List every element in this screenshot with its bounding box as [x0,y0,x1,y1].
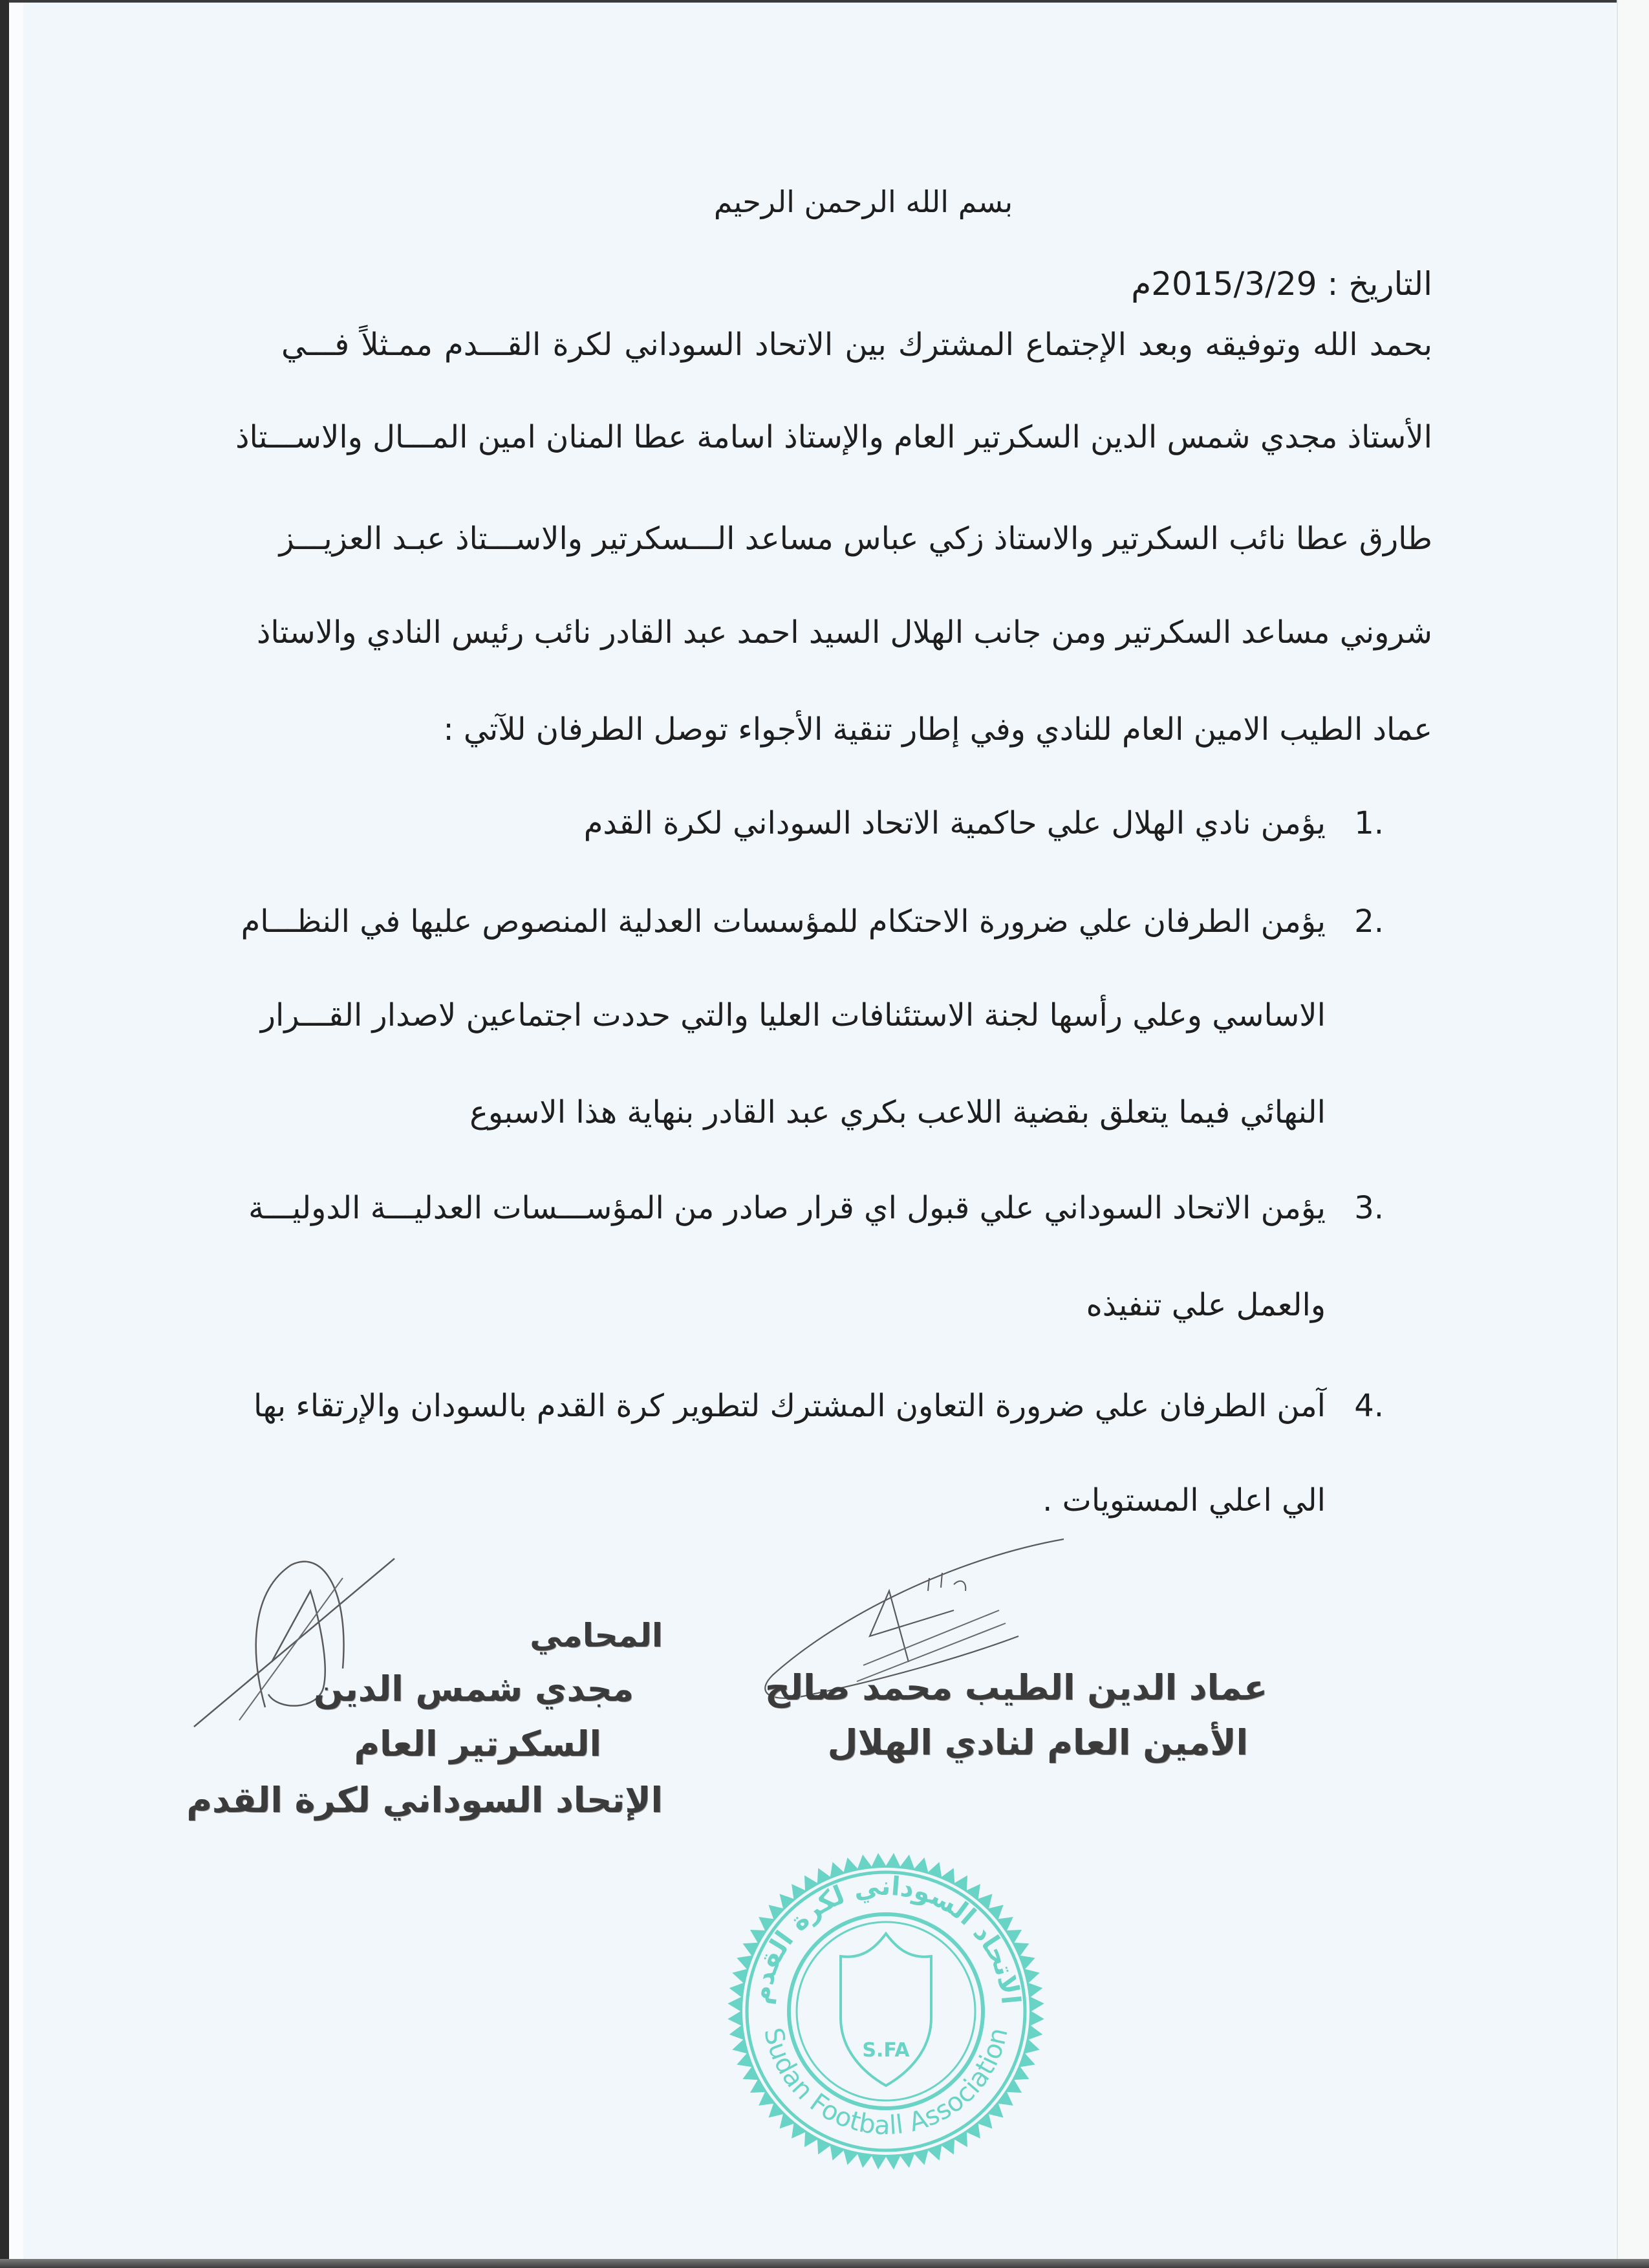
stamp-emblem-text: S.FA [862,2039,910,2062]
scan-frame-right [1617,0,1649,2268]
intro-line: بحمد الله وتوفيقه وبعد الإجتماع المشترك بين الاتحاد السوداني لكرة القـــدم ممـثلاً فـــي [281,327,1432,363]
list-item-text: يؤمن الطرفان علي ضرورة الاحتكام للمؤسسات العدلية المنصوص عليها في النظـــام [241,903,1326,940]
list-item-text: يؤمن نادي الهلال علي حاكمية الاتحاد السوداني لكرة القدم [583,805,1326,841]
list-item-text: يؤمن الاتحاد السوداني علي قبول اي قرار صادر من المؤســـسات العدليـــة الدوليـــة [248,1190,1326,1226]
signatory-left-organization: الإتحاد السوداني لكرة القدم [186,1780,663,1820]
stamp-english-text: Sudan Football Association [758,2025,1014,2141]
list-item-text: آمن الطرفان علي ضرورة التعاون المشترك لتطوير كرة القدم بالسودان والإرتقاء بها [253,1388,1326,1424]
scan-frame-left [0,0,9,2268]
signatory-left-role: السكرتير العام [354,1723,601,1764]
intro-line: الأستاذ مجدي شمس الدين السكرتير العام والإستاذ اسامة عطا المنان امين المـــال والاســـتاذ [235,419,1432,455]
intro-line: شروني مساعد السكرتير ومن جانب الهلال السيد احمد عبد القادر نائب رئيس النادي والاستاذ [257,614,1432,651]
page-edge [9,3,23,2259]
signatory-right-role: الأمين العام لنادي الهلال [827,1722,1248,1763]
signatory-left-title: المحامي [530,1617,663,1654]
list-item-number: 2. [1354,903,1384,940]
document-date: التاريخ : 2015/3/29م [1131,265,1432,303]
official-stamp [724,1850,1048,2173]
basmala-heading: بسم الله الرحمن الرحيم [713,184,1013,219]
list-item-number: 4. [1354,1388,1384,1424]
handwritten-signature-left [188,1552,420,1746]
list-item-text: الاساسي وعلي رأسها لجنة الاستئنافات العليا والتي حددت اجتماعين لاصدار القـــرار [260,997,1326,1033]
list-item-text: الي اعلي المستويات . [1042,1482,1326,1518]
list-item-number: 3. [1354,1190,1384,1226]
intro-line: طارق عطا نائب السكرتير والاستاذ زكي عباس مساعد الـــسكرتير والاســـتاذ عبـد العزيـــز [279,521,1432,557]
stamp-arabic-text: الاتحاد السوداني لكرة القدم [746,1871,1026,2006]
signatory-left-name: مجدي شمس الدين [313,1669,634,1709]
signatory-right-name: عماد الدين الطيب محمد صالح [764,1667,1267,1708]
list-item-text: والعمل علي تنفيذه [1086,1287,1326,1323]
list-item-text: النهائي فيما يتعلق بقضية اللاعب بكري عبد القادر بنهاية هذا الاسبوع [469,1094,1326,1130]
scan-frame-bottom [0,2259,1649,2268]
scan-frame-top [0,0,1649,3]
list-item-number: 1. [1354,805,1384,841]
intro-line: عماد الطيب الامين العام للنادي وفي إطار تنقية الأجواء توصل الطرفان للآتي : [443,711,1432,748]
